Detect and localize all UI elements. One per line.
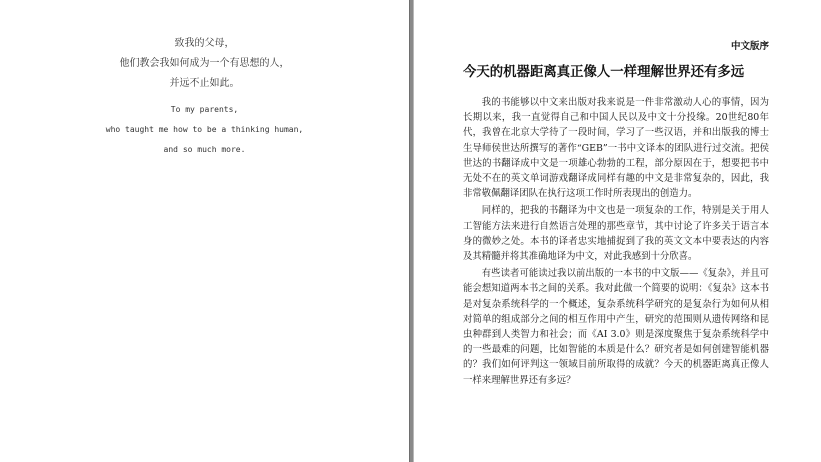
- dedication-line: 他们教会我如何成为一个有思想的人，: [119, 58, 290, 69]
- dedication-line: To my parents,: [170, 105, 239, 114]
- dedication-chinese: [0, 34, 409, 94]
- paragraph: 我的书能够以中文来出版对我来说是一件非常激动人心的事情，因为长期以来，我一直觉得自己和中国人民以及中文十分投缘。20世纪80年代，我曾在北京大学待了一段时间，学习了一些汉语，并和出版我的博士生导师侯世达所撰写的著作“GEB”一书中文译本的团队进行过交流。把侯世达的书翻译成中文是一项雄心勃勃的工程，部分原因在于，想要把书中无处不在的英文单词游戏翻译成同样有趣的中文是非常复杂的，因此，我非常敬佩翻译团队在执行这项工作时所表现出的创造力。: [463, 97, 769, 200]
- running-head: 中文版序: [730, 41, 769, 52]
- right-page: [414, 0, 821, 462]
- paragraph: 有些读者可能读过我以前出版的一本书的中文版——《复杂》，并且可能会想知道两本书之间的关系。我对此做一个简要的说明：《复杂》这本书是对复杂系统科学的一个概述，复杂系统科学研究的是复杂行为如何从相对简单的组成部分之间的相互作用中产生，研究的范围则从遗传网络和昆虫种群到人类智力和社会；而《AI 3.0》则是深度聚焦于复杂系统科学中的一些最难的问题，比如智能的本质是什么？研究者是如何创建智能机器的？我们如何评判这一领域目前所取得的成就？今天的机器距离真正像人一样来理解世界还有多远？: [463, 268, 769, 386]
- dedication-line: 致我的父母，: [174, 38, 235, 49]
- body-text: [463, 95, 769, 390]
- left-page: [0, 0, 409, 462]
- section-title: 今天的机器距离真正像人一样理解世界还有多远: [463, 65, 745, 80]
- dedication-english: [0, 100, 409, 160]
- dedication-line: who taught me how to be a thinking human,: [105, 125, 304, 134]
- dedication-line: and so much more.: [163, 145, 246, 154]
- dedication-line: 并远不止如此。: [169, 78, 240, 89]
- paragraph: 同样的，把我的书翻译为中文也是一项复杂的工作，特别是关于用人工智能方法来进行自然语言处理的那些章节，其中讨论了许多关于语言本身的微妙之处。本书的译者忠实地捕捉到了我的英文文本中要表达的内容及其精髓并将其准确地译为中文，对此我感到十分欣喜。: [463, 205, 769, 263]
